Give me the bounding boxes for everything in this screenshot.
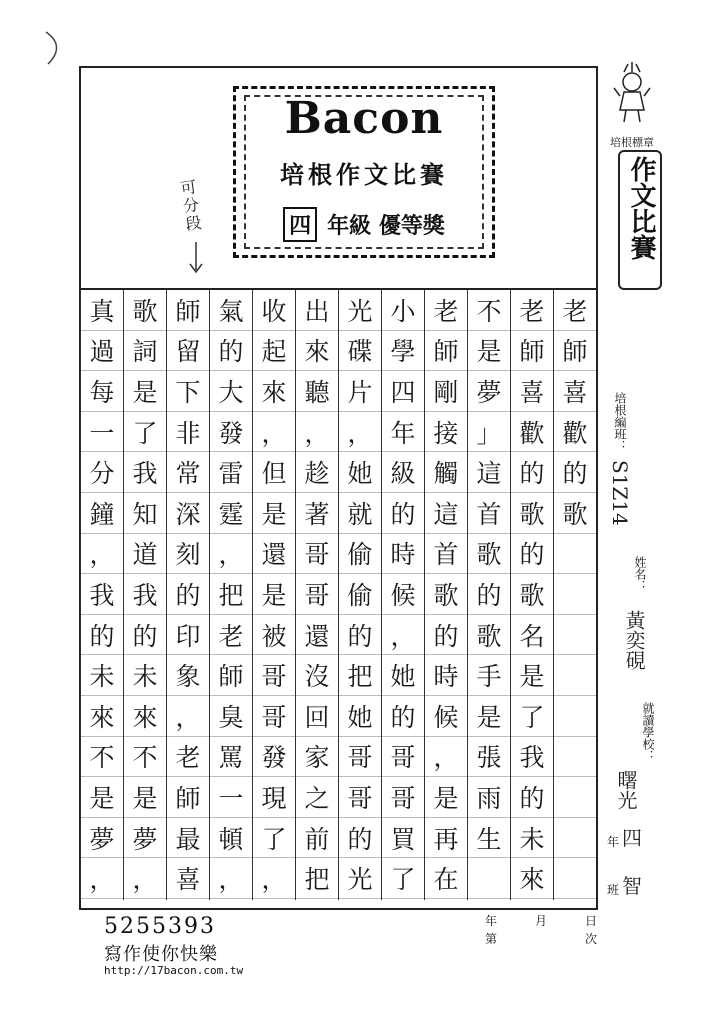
essay-cell: 年 xyxy=(382,412,424,453)
class-label: 培根編班： xyxy=(613,392,627,452)
bacon-logo: Bacon xyxy=(284,93,444,144)
essay-cell: 是 xyxy=(468,696,510,737)
essay-cell: 臭 xyxy=(210,696,252,737)
essay-cell: 喜 xyxy=(167,858,209,899)
essay-cell: 再 xyxy=(425,818,467,859)
essay-cell: 哥 xyxy=(253,655,295,696)
essay-cell: 每 xyxy=(81,371,123,412)
award-stamp xyxy=(233,86,495,258)
essay-cell: 偷 xyxy=(339,534,381,575)
essay-cell: 發 xyxy=(210,412,252,453)
essay-cell: 未 xyxy=(511,818,553,859)
essay-cell: 雷 xyxy=(210,452,252,493)
essay-column xyxy=(424,290,467,900)
essay-cell: 道 xyxy=(124,534,166,575)
essay-cell: ， xyxy=(382,615,424,656)
class-name-value: 智 xyxy=(622,874,642,898)
essay-cell: 張 xyxy=(468,737,510,778)
corner-mark xyxy=(40,28,70,68)
essay-cell: 把 xyxy=(210,574,252,615)
essay-cell: 不 xyxy=(468,290,510,331)
essay-cell: ， xyxy=(253,858,295,899)
essay-cell: 的 xyxy=(382,696,424,737)
essay-cell: 現 xyxy=(253,777,295,818)
essay-cell: 的 xyxy=(511,452,553,493)
essay-cell: 我 xyxy=(511,737,553,778)
contest-title-box xyxy=(618,150,662,290)
essay-cell: 聽 xyxy=(296,371,338,412)
essay-cell: 的 xyxy=(124,615,166,656)
essay-cell: 光 xyxy=(339,290,381,331)
essay-cell: 喜 xyxy=(511,371,553,412)
essay-cell: 把 xyxy=(339,655,381,696)
essay-cell: 我 xyxy=(124,452,166,493)
essay-cell: 深 xyxy=(167,493,209,534)
essay-cell: 歌 xyxy=(511,574,553,615)
essay-cell: 喜 xyxy=(554,371,596,412)
essay-column xyxy=(123,290,166,900)
essay-cell: 的 xyxy=(554,452,596,493)
contest-title: 培根作文比賽 xyxy=(280,161,448,189)
sheet-code: 5255393 xyxy=(104,914,216,939)
essay-cell: ， xyxy=(253,412,295,453)
essay-cell: 歌 xyxy=(468,534,510,575)
essay-cell: 是 xyxy=(425,777,467,818)
essay-cell: 師 xyxy=(167,777,209,818)
essay-cell: 我 xyxy=(81,574,123,615)
essay-cell: 她 xyxy=(339,452,381,493)
essay-cell: 的 xyxy=(339,615,381,656)
essay-cell: 詞 xyxy=(124,331,166,372)
essay-cell: 的 xyxy=(210,331,252,372)
essay-cell: 這 xyxy=(425,493,467,534)
essay-cell: 歌 xyxy=(468,615,510,656)
essay-cell: 被 xyxy=(253,615,295,656)
essay-cell: 了 xyxy=(511,696,553,737)
essay-cell: ， xyxy=(425,737,467,778)
essay-cell: 手 xyxy=(468,655,510,696)
essay-column xyxy=(467,290,510,900)
essay-cell: 鐘 xyxy=(81,493,123,534)
essay-cell: 了 xyxy=(253,818,295,859)
essay-cell: 但 xyxy=(253,452,295,493)
essay-cell: 一 xyxy=(81,412,123,453)
essay-cell: 歌 xyxy=(425,574,467,615)
essay-cell: 的 xyxy=(425,615,467,656)
essay-cell: 家 xyxy=(296,737,338,778)
essay-cell: 的 xyxy=(511,534,553,575)
essay-cell: 歌 xyxy=(554,493,596,534)
essay-column xyxy=(209,290,252,900)
essay-cell: 大 xyxy=(210,371,252,412)
essay-cell: 哥 xyxy=(253,696,295,737)
essay-cell: 就 xyxy=(339,493,381,534)
essay-cell: 的 xyxy=(339,818,381,859)
name-label: 姓名： xyxy=(633,556,647,592)
essay-cell: 剛 xyxy=(425,371,467,412)
essay-cell: 著 xyxy=(296,493,338,534)
month-label: 月 xyxy=(535,914,548,928)
essay-cell: 知 xyxy=(124,493,166,534)
essay-cell: 過 xyxy=(81,331,123,372)
name-value: 黃奕硯 xyxy=(622,610,646,670)
essay-cell: 買 xyxy=(382,818,424,859)
page-label: 第 xyxy=(485,932,498,946)
essay-column xyxy=(553,290,596,900)
essay-cell: 哥 xyxy=(382,777,424,818)
essay-cell: 師 xyxy=(210,655,252,696)
essay-cell: 哥 xyxy=(296,534,338,575)
essay-cell: 趁 xyxy=(296,452,338,493)
essay-cell: 師 xyxy=(511,331,553,372)
essay-cell xyxy=(554,534,596,575)
essay-cell: 小 xyxy=(382,290,424,331)
essay-cell: 觸 xyxy=(425,452,467,493)
essay-cell: 時 xyxy=(425,655,467,696)
essay-cell: 了 xyxy=(124,412,166,453)
essay-cell: 師 xyxy=(167,290,209,331)
essay-cell: 偷 xyxy=(339,574,381,615)
essay-cell: ， xyxy=(296,412,338,453)
essay-cell: 老 xyxy=(425,290,467,331)
essay-cell: ， xyxy=(124,858,166,899)
essay-cell: 這 xyxy=(468,452,510,493)
essay-cell: 是 xyxy=(253,493,295,534)
essay-cell xyxy=(554,858,596,899)
essay-cell: 來 xyxy=(124,696,166,737)
essay-cell xyxy=(554,737,596,778)
grade-number: 四 xyxy=(283,207,317,242)
essay-cell: ， xyxy=(210,858,252,899)
day-label: 日 xyxy=(585,914,598,928)
essay-cell: ， xyxy=(210,534,252,575)
essay-cell: 了 xyxy=(382,858,424,899)
essay-cell: 還 xyxy=(253,534,295,575)
essay-cell: 的 xyxy=(167,574,209,615)
essay-cell: 歌 xyxy=(124,290,166,331)
essay-cell: 我 xyxy=(124,574,166,615)
essay-column xyxy=(166,290,209,900)
essay-cell: 哥 xyxy=(339,777,381,818)
grade-value: 四 xyxy=(622,826,642,850)
bacon-mascot-icon xyxy=(612,60,652,124)
essay-cell: 師 xyxy=(554,331,596,372)
grade-award-text: 年級 優等獎 xyxy=(327,214,445,239)
essay-column xyxy=(510,290,553,900)
essay-cell: 的 xyxy=(382,493,424,534)
essay-cell: 是 xyxy=(124,777,166,818)
essay-cell: 非 xyxy=(167,412,209,453)
essay-cell: 起 xyxy=(253,331,295,372)
essay-cell: 是 xyxy=(253,574,295,615)
essay-cell: 刻 xyxy=(167,534,209,575)
essay-cell: 四 xyxy=(382,371,424,412)
essay-cell: 夢 xyxy=(468,371,510,412)
website-url: http://17bacon.com.tw xyxy=(104,964,244,977)
essay-cell: 來 xyxy=(296,331,338,372)
essay-cell xyxy=(554,655,596,696)
essay-cell: 回 xyxy=(296,696,338,737)
essay-column xyxy=(295,290,338,900)
essay-cell: ， xyxy=(339,412,381,453)
essay-cell: 的 xyxy=(468,574,510,615)
essay-cell: 光 xyxy=(339,858,381,899)
essay-cell: 之 xyxy=(296,777,338,818)
essay-cell: 未 xyxy=(81,655,123,696)
essay-cell: 來 xyxy=(81,696,123,737)
essay-cell: 分 xyxy=(81,452,123,493)
essay-cell: 是 xyxy=(468,331,510,372)
essay-cell: 老 xyxy=(511,290,553,331)
essay-cell: 罵 xyxy=(210,737,252,778)
essay-column xyxy=(252,290,295,900)
essay-cell xyxy=(554,777,596,818)
year-label: 年 xyxy=(485,914,498,928)
slogan: 寫作使你快樂 xyxy=(104,944,218,965)
grade-award xyxy=(236,207,492,242)
essay-cell: 是 xyxy=(511,655,553,696)
essay-cell: 最 xyxy=(167,818,209,859)
essay-cell: 歡 xyxy=(554,412,596,453)
mascot-label: 培根標章 xyxy=(610,136,654,149)
essay-cell: ， xyxy=(167,696,209,737)
school-value: 曙光 xyxy=(614,770,638,810)
essay-cell: 候 xyxy=(425,696,467,737)
essay-cell: 前 xyxy=(296,818,338,859)
essay-cell: 師 xyxy=(425,331,467,372)
essay-cell xyxy=(554,818,596,859)
essay-cell: 學 xyxy=(382,331,424,372)
essay-cell: 哥 xyxy=(339,737,381,778)
essay-cell: 時 xyxy=(382,534,424,575)
essay-cell: 常 xyxy=(167,452,209,493)
essay-cell: 在 xyxy=(425,858,467,899)
essay-cell: 下 xyxy=(167,371,209,412)
essay-cell xyxy=(468,858,510,899)
arrow-down-icon xyxy=(186,240,206,276)
essay-cell: 的 xyxy=(81,615,123,656)
contest-title-vertical: 作文比賽 xyxy=(626,156,656,260)
class-name-label: 班 xyxy=(606,883,619,897)
school-label: 就讀學校： xyxy=(641,702,655,762)
essay-cell: 老 xyxy=(210,615,252,656)
essay-cell xyxy=(554,574,596,615)
teacher-note: 可分段 xyxy=(179,177,203,234)
essay-cell: 收 xyxy=(253,290,295,331)
class-value: S1Z14 xyxy=(608,460,632,526)
essay-cell: 夢 xyxy=(81,818,123,859)
essay-cell: 是 xyxy=(124,371,166,412)
essay-cell: 霆 xyxy=(210,493,252,534)
essay-cell: 是 xyxy=(81,777,123,818)
essay-cell xyxy=(554,696,596,737)
essay-cell: 夢 xyxy=(124,818,166,859)
essay-cell: 生 xyxy=(468,818,510,859)
times-label: 次 xyxy=(585,932,598,946)
essay-cell: 氣 xyxy=(210,290,252,331)
essay-cell xyxy=(554,615,596,656)
essay-cell: 哥 xyxy=(296,574,338,615)
essay-cell: 來 xyxy=(511,858,553,899)
essay-cell: 留 xyxy=(167,331,209,372)
essay-cell: 接 xyxy=(425,412,467,453)
essay-cell: 的 xyxy=(511,777,553,818)
essay-cell: 歌 xyxy=(511,493,553,534)
essay-cell: 把 xyxy=(296,858,338,899)
essay-cell: 不 xyxy=(124,737,166,778)
essay-cell: 來 xyxy=(253,371,295,412)
essay-cell: 老 xyxy=(554,290,596,331)
essay-cell: 發 xyxy=(253,737,295,778)
essay-cell: 未 xyxy=(124,655,166,696)
essay-cell: 沒 xyxy=(296,655,338,696)
essay-column xyxy=(381,290,424,900)
essay-cell: 歡 xyxy=(511,412,553,453)
essay-cell: 出 xyxy=(296,290,338,331)
essay-cell: 哥 xyxy=(382,737,424,778)
essay-cell: 片 xyxy=(339,371,381,412)
essay-cell: 老 xyxy=(167,737,209,778)
essay-cell: 首 xyxy=(425,534,467,575)
essay-cell: 印 xyxy=(167,615,209,656)
essay-cell: 她 xyxy=(382,655,424,696)
essay-column xyxy=(338,290,381,900)
essay-column xyxy=(80,290,123,900)
essay-cell: 」 xyxy=(468,412,510,453)
essay-cell: 名 xyxy=(511,615,553,656)
essay-cell: 雨 xyxy=(468,777,510,818)
essay-cell: 不 xyxy=(81,737,123,778)
essay-cell: ， xyxy=(81,858,123,899)
essay-cell: 級 xyxy=(382,452,424,493)
essay-cell: 真 xyxy=(81,290,123,331)
essay-cell: 象 xyxy=(167,655,209,696)
essay-cell: 頓 xyxy=(210,818,252,859)
grade-label: 年 xyxy=(606,835,619,849)
essay-cell: 碟 xyxy=(339,331,381,372)
essay-cell: ， xyxy=(81,534,123,575)
essay-cell: 一 xyxy=(210,777,252,818)
essay-cell: 還 xyxy=(296,615,338,656)
essay-cell: 她 xyxy=(339,696,381,737)
essay-cell: 候 xyxy=(382,574,424,615)
essay-cell: 首 xyxy=(468,493,510,534)
